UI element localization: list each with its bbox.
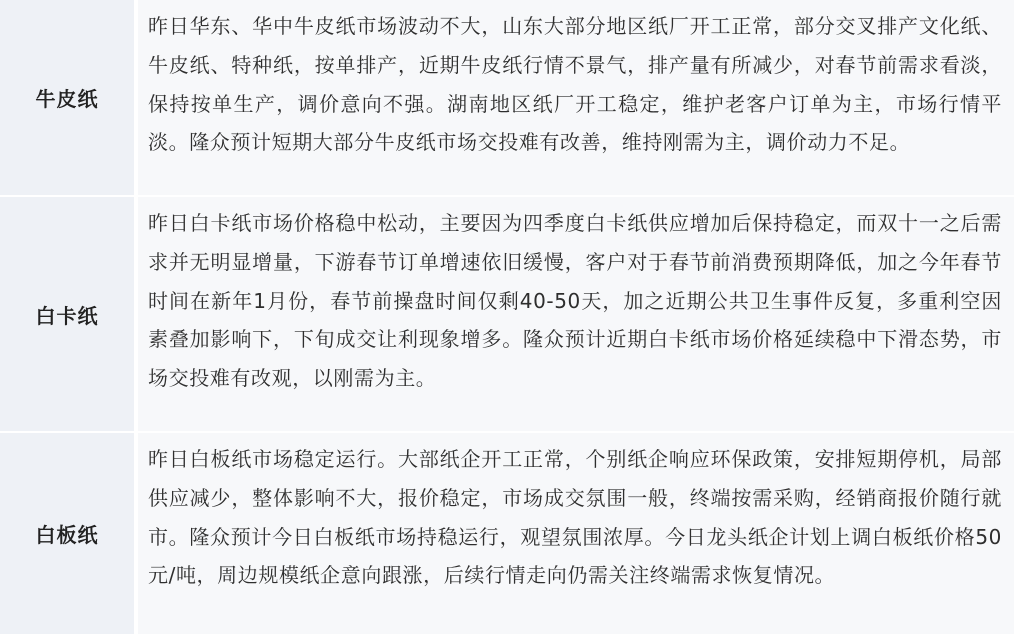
row-label-cell — [0, 197, 134, 433]
row-content-whiteboard-paper: 昨日白板纸市场稳定运行。大部纸企开工正常，个别纸企响应环保政策，安排短期停机，局部供应减少，整体影响不大，报价稳定，市场成交氛围一般，终端按需采购，经销商报价随行就市。隆众预计今日白板纸市场持稳运行，观望氛围浓厚。今日龙头纸企计划上调白板纸价格50元/吨，周边规模纸企意向跟涨，后续行情走向仍需关注终端需求恢复情况。 — [148, 447, 1002, 588]
row-label-whiteboard-paper: 白板纸 — [35, 523, 99, 547]
row-content-kraft-paper: 昨日华东、华中牛皮纸市场波动不大，山东大部分地区纸厂开工正常，部分交叉排产文化纸、牛皮纸、特种纸，按单排产，近期牛皮纸行情不景气，排产量有所减少，对春节前需求看淡，保持按单生产，调价意向不强。湖南地区纸厂开工稳定，维护老客户订单为主，市场行情平淡。隆众预计短期大部分牛皮纸市场交投难有改善，维持刚需为主，调价动力不足。 — [148, 14, 1002, 155]
row-label-white-card-paper: 白卡纸 — [35, 303, 99, 328]
row-content-cell — [138, 433, 1014, 636]
row-label-cell — [0, 0, 134, 197]
table-row-whiteboard-paper — [0, 433, 1014, 636]
table-row-white-card-paper — [0, 197, 1014, 433]
row-label-cell — [0, 433, 134, 636]
row-content-white-card-paper: 昨日白卡纸市场价格稳中松动，主要因为四季度白卡纸供应增加后保持稳定，而双十一之后需求并无明显增量，下游春节订单增速依旧缓慢，客户对于春节前消费预期降低，加之今年春节时间在新年1月份，春节前操盘时间仅剩40-50天，加之近期公共卫生事件反复，多重利空因素叠加影响下，下旬成交让利现象增多。隆众预计近期白卡纸市场价格延续稳中下滑态势，市场交投难有改观，以刚需为主。 — [148, 211, 1002, 391]
table-row-kraft-paper — [0, 0, 1014, 197]
row-content-cell — [138, 197, 1014, 433]
row-content-cell — [138, 0, 1014, 197]
row-label-kraft-paper: 牛皮纸 — [35, 87, 99, 111]
